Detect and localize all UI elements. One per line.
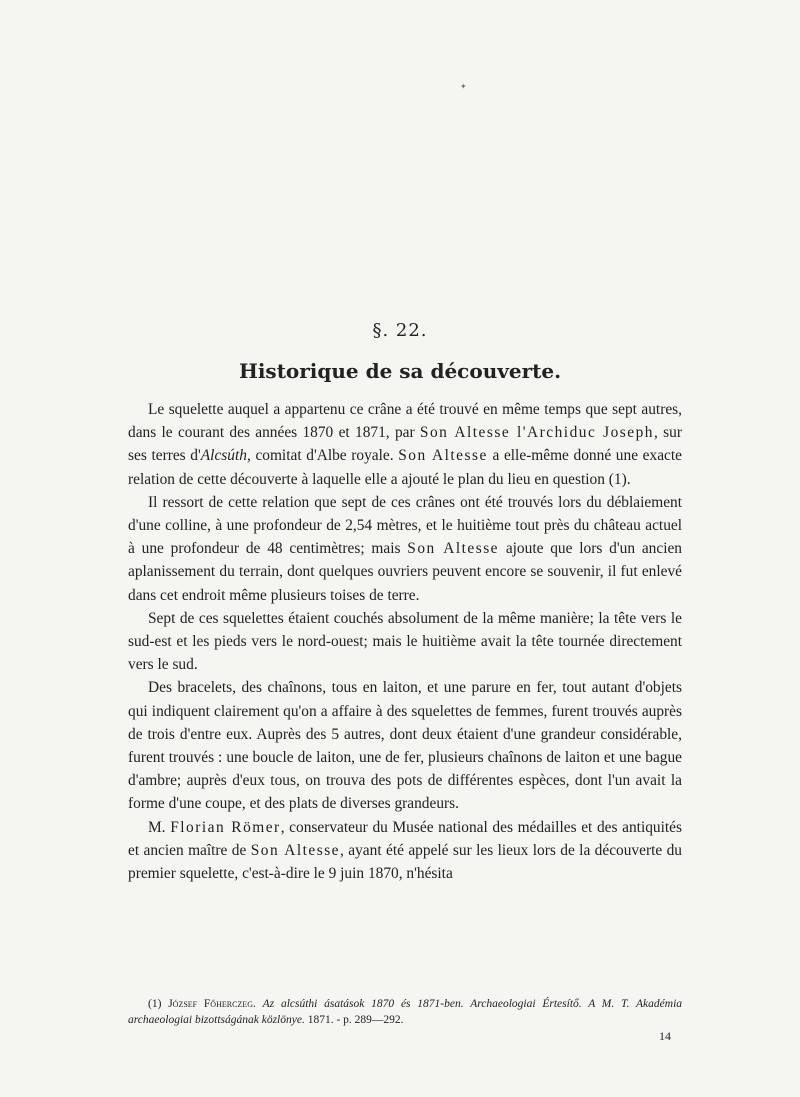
footnote-citation: Az alcsúthi ásatások 1870 és 1871-ben. Archaeologiai Értesítő. A M. T. Akadémia archaeologiai bizottságának közlönye. (128, 998, 683, 1026)
p2-son-altesse: Son Altesse (407, 540, 500, 558)
p5-text-a: M. (148, 818, 171, 836)
footnote-author: József Főherczeg (168, 998, 253, 1010)
paragraph-5 (128, 816, 682, 886)
p5-text-e: , ayant été appelé sur les lieux lors de la découverte du premier squelette, c'est-à-dire le 9 juin 1870, n'hésita (128, 841, 682, 883)
p5-name-romer: Florian Römer (170, 818, 281, 836)
p2-text-c: ajoute que lors d'un ancien aplanissement du terrain, dont quelques ouvriers peuvent encore se souvenir, il fut enlevé dans cet endroit même plusieurs toises de terre. (128, 540, 682, 604)
p2-text-a: Il ressort de cette relation que sept de ces crânes ont été trouvés lors du déblaiement d'une colline, à une profondeur de 2,54 mètres, et le huitième tout près du château actuel à une profondeur de 48 centimètres; mais (128, 493, 682, 558)
p1-text-g: a elle-même donné une exacte relation de cette découverte à laquelle elle a ajouté le plan du lieu en question (1). (128, 447, 682, 488)
page-number: 14 (659, 1029, 671, 1043)
footnote (128, 996, 682, 1028)
p1-text-c: , sur ses terres d' (128, 424, 682, 465)
paragraph-1 (128, 398, 682, 491)
p1-name-archduke: Son Altesse l'Archiduc Joseph (419, 424, 655, 442)
page-title: Historique de sa découverte. (238, 359, 562, 383)
paragraph-4: Des bracelets, des chaînons, tous en laiton, et une parure en fer, tout autant d'objets qui indiquent clairement qu'on a affaire à des squelettes de femmes, furent trouvés auprès de trois d'entre eux. Auprès des 5 autres, dont deux étaient d'une grandeur considérable, furent trouvés : une boucle de laiton, une de fer, plusieurs chaînons de laiton et une bague d'ambre; auprès d'eux tous, on trouva des pots de différentes espèces, dont l'un avait la forme d'une coupe, et des plats de diverses grandeurs. (128, 679, 682, 813)
p5-son-altesse: Son Altesse (250, 841, 341, 859)
p1-place-alcsuth: Alcsúth (200, 447, 247, 465)
paragraph-2 (128, 491, 682, 607)
p1-son-altesse: Son Altesse (398, 447, 488, 465)
footnote-marker: (1) (148, 998, 169, 1010)
body-text (128, 398, 682, 885)
footnote-pages: 1871. - p. 289—292. (304, 1014, 404, 1026)
p5-text-c: , conservateur du Musée national des médailles et des antiquités et ancien maître de (128, 818, 682, 859)
section-number: §. 22. (372, 320, 428, 341)
print-speck-decoration: ✦ (460, 82, 467, 91)
p1-text-a: Le squelette auquel a appartenu ce crâne a été trouvé en même temps que sept autres, dans le courant des années 1870 et 1871, par (128, 401, 682, 442)
footnote-sep: . (252, 998, 263, 1010)
p1-text-e: , comitat d'Albe royale. (246, 447, 399, 465)
footnote-1 (128, 996, 682, 1028)
paragraph-3: Sept de ces squelettes étaient couchés absolument de la même manière; la tête vers le sud-est et les pieds vers le nord-ouest; mais le huitième avait la tête tournée directement vers le sud. (128, 609, 682, 674)
